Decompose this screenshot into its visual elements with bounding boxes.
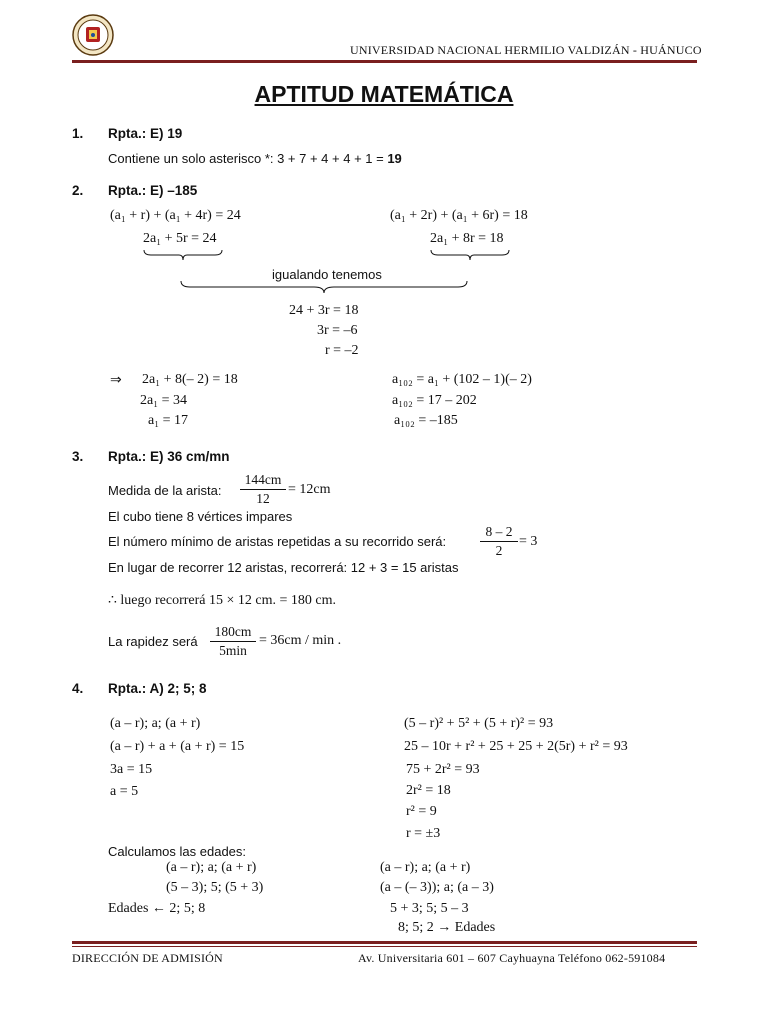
q3-rapidez-fraction bbox=[210, 624, 256, 659]
q4-right-1: (5 – r)² + 5² + (5 + r)² = 93 bbox=[404, 716, 554, 731]
q3-min-numerator: 8 – 2 bbox=[485, 524, 513, 539]
university-seal-icon bbox=[72, 14, 114, 56]
question-1-explanation bbox=[108, 151, 402, 166]
question-4-answer: Rpta.: A) 2; 5; 8 bbox=[108, 681, 207, 696]
q1-line-result: 19 bbox=[387, 151, 402, 166]
q4-right-5: r² = 9 bbox=[406, 804, 437, 819]
question-1-answer: Rpta.: E) 19 bbox=[108, 126, 183, 141]
footer-left: DIRECCIÓN DE ADMISIÓN bbox=[72, 951, 223, 965]
q3-luego-line: ∴ luego recorrerá 15 × 12 cm. = 180 cm. bbox=[108, 593, 337, 608]
q2-left-eq-1: (a₁ + r) + (a₁ + 4r) = 24 bbox=[110, 208, 241, 223]
q3-arista-numerator: 144cm bbox=[244, 472, 282, 487]
q2-main-underbrace bbox=[180, 280, 468, 294]
q3-arista-result: = 12cm bbox=[288, 482, 331, 497]
footer-rule-thin bbox=[72, 946, 697, 947]
q2-mid-eq-1: 24 + 3r = 18 bbox=[289, 303, 359, 318]
q3-recorrer-line: En lugar de recorrer 12 aristas, recorrerá: 12 + 3 = 15 aristas bbox=[108, 560, 459, 575]
q2-bottom-left-1: 2a₁ + 8(– 2) = 18 bbox=[142, 372, 238, 387]
q4-right-3: 75 + 2r² = 93 bbox=[406, 762, 480, 777]
question-2-number: 2. bbox=[72, 183, 84, 198]
q2-bottom-right-1: a₁₀₂ = a₁ + (102 – 1)(– 2) bbox=[392, 372, 532, 387]
q2-right-eq-2: 2a₁ + 8r = 18 bbox=[430, 231, 504, 246]
q4-edades-right-3: 5 + 3; 5; 5 – 3 bbox=[390, 901, 469, 916]
q2-bottom-left-2: 2a₁ = 34 bbox=[140, 393, 187, 408]
q3-arista-denominator: 12 bbox=[256, 491, 270, 506]
q2-right-underbrace bbox=[430, 249, 510, 261]
q2-bottom-left-3: a₁ = 17 bbox=[148, 413, 188, 428]
q3-min-aristas-result: = 3 bbox=[519, 534, 538, 549]
q4-left-1: (a – r); a; (a + r) bbox=[110, 716, 201, 731]
q4-calc-label: Calculamos las edades: bbox=[108, 844, 247, 859]
q4-edades-right-1: (a – r); a; (a + r) bbox=[380, 860, 471, 875]
q2-mid-eq-2: 3r = –6 bbox=[317, 323, 358, 338]
q3-arista-label: Medida de la arista: bbox=[108, 483, 222, 498]
question-3-number: 3. bbox=[72, 449, 84, 464]
q4-edades-left-3: Edades ← 2; 5; 8 bbox=[108, 901, 206, 916]
q3-rapidez-result: = 36cm / min . bbox=[259, 633, 342, 648]
footer-rule-thick bbox=[72, 941, 697, 944]
q3-rapidez-label: La rapidez será bbox=[108, 634, 198, 649]
question-3-answer: Rpta.: E) 36 cm/mn bbox=[108, 449, 230, 464]
q3-min-aristas-fraction bbox=[480, 524, 518, 559]
q3-vertices-line: El cubo tiene 8 vértices impares bbox=[108, 509, 293, 524]
q4-edades-left-2: (5 – 3); 5; (5 + 3) bbox=[166, 880, 264, 895]
q3-rapidez-denominator: 5min bbox=[219, 643, 247, 658]
q4-right-6: r = ±3 bbox=[406, 826, 441, 841]
q4-left-4: a = 5 bbox=[110, 784, 139, 799]
q3-min-aristas-line: El número mínimo de aristas repetidas a su recorrido será: bbox=[108, 534, 447, 549]
q3-rapidez-numerator: 180cm bbox=[214, 624, 252, 639]
q4-edades-right-2: (a – (– 3)); a; (a – 3) bbox=[380, 880, 494, 895]
q4-edades-left-1: (a – r); a; (a + r) bbox=[166, 860, 257, 875]
q4-right-2: 25 – 10r + r² + 25 + 25 + 2(5r) + r² = 93 bbox=[404, 739, 628, 754]
q2-mid-eq-3: r = –2 bbox=[325, 343, 359, 358]
q4-left-2: (a – r) + a + (a + r) = 15 bbox=[110, 739, 245, 754]
page-title: APTITUD MATEMÁTICA bbox=[254, 81, 514, 107]
q4-left-3: 3a = 15 bbox=[110, 762, 153, 777]
implies-icon: ⇒ bbox=[110, 373, 122, 388]
q1-line-text: Contiene un solo asterisco *: 3 + 7 + 4 + 4 + 1 = bbox=[108, 151, 388, 166]
q2-left-eq-2: 2a₁ + 5r = 24 bbox=[143, 231, 217, 246]
header-rule bbox=[72, 60, 697, 63]
q2-bottom-right-2: a₁₀₂ = 17 – 202 bbox=[392, 393, 477, 408]
q4-edades-right-4: 8; 5; 2 → Edades bbox=[398, 920, 496, 935]
q2-bottom-right-3: a₁₀₂ = –185 bbox=[394, 413, 458, 428]
q2-brace-label: igualando tenemos bbox=[272, 267, 382, 282]
footer-right: Av. Universitaria 601 – 607 Cayhuayna Teléfono 062-591084 bbox=[358, 951, 666, 965]
question-2-answer: Rpta.: E) –185 bbox=[108, 183, 198, 198]
question-1-number: 1. bbox=[72, 126, 84, 141]
q3-arista-fraction bbox=[240, 472, 286, 507]
q4-right-4: 2r² = 18 bbox=[406, 783, 451, 798]
q2-left-underbrace bbox=[143, 249, 223, 261]
university-name: UNIVERSIDAD NACIONAL HERMILIO VALDIZÁN - HUÁNUCO bbox=[350, 43, 702, 57]
question-4-number: 4. bbox=[72, 681, 84, 696]
q3-min-denominator: 2 bbox=[495, 543, 503, 558]
q2-right-eq-1: (a₁ + 2r) + (a₁ + 6r) = 18 bbox=[390, 208, 528, 223]
